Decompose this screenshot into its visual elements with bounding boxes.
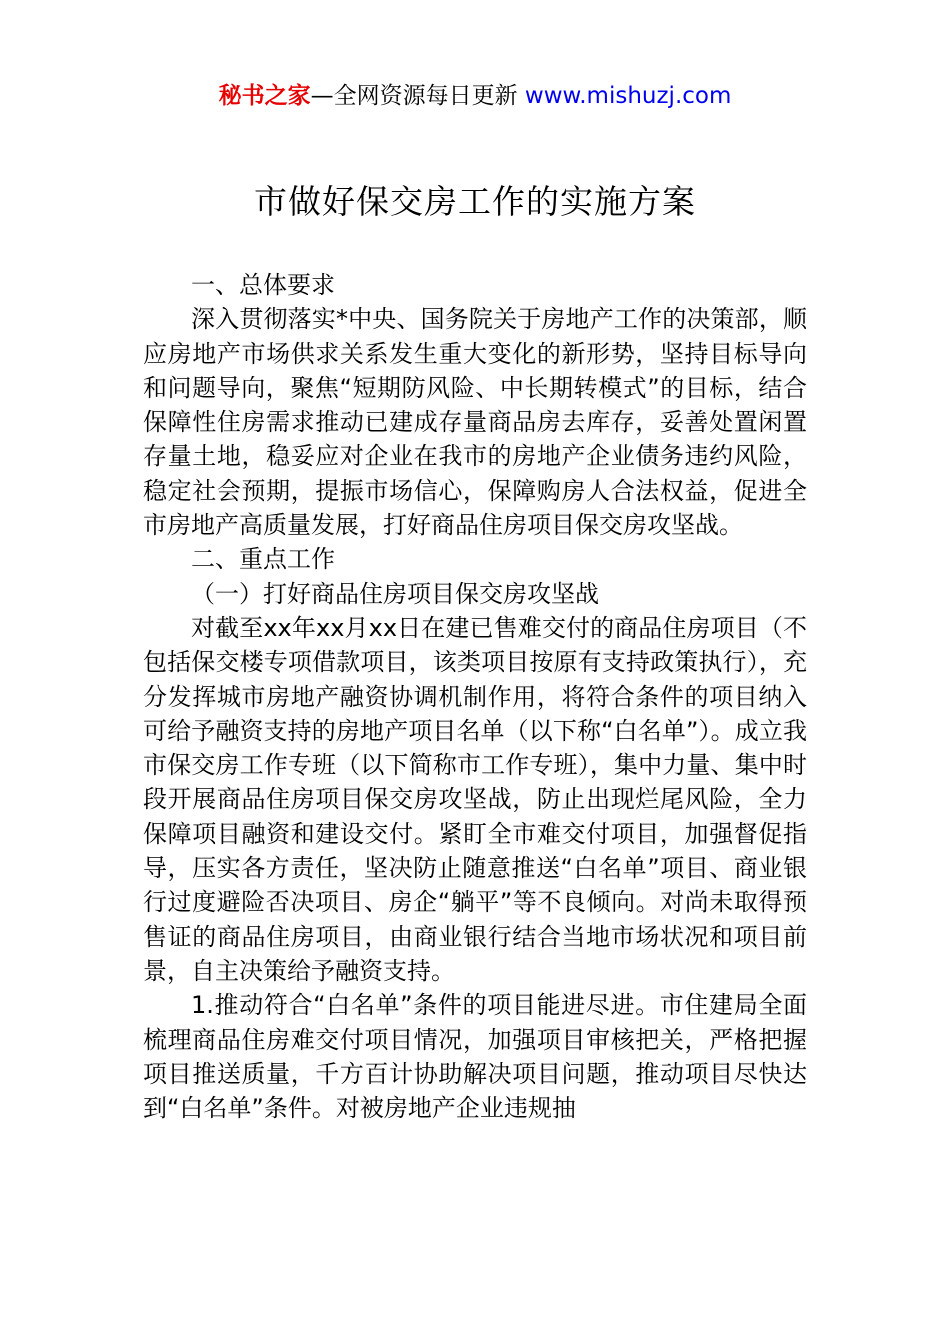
site-brand: 秘书之家	[218, 83, 311, 109]
site-header	[0, 80, 950, 112]
section-heading: 二、重点工作	[191, 545, 335, 574]
section-heading: 一、总体要求	[191, 271, 335, 299]
body-paragraph: 对截至xx年xx月xx日在建已售难交付的商品住房项目（不包括保交楼专项借款项目，该类项目按原有支持政策执行），充分发挥城市房地产融资协调机制作用，将符合条件的项目纳入可给予融资支持的房地产项目名单（以下称“白名单”）。成立我市保交房工作专班（以下简称市工作专班），集中力量、集中时段开展商品住房项目保交房攻坚战，防止出现烂尾风险，全力保障项目融资和建设交付。紧盯全市难交付项目，加强督促指导，压实各方责任，坚决防止随意推送“白名单”项目、商业银行过度避险否决项目、房企“躺平”等不良倾向。对尚未取得预售证的商品住房项目，由商业银行结合当地市场状况和项目前景，自主决策给予融资支持。	[143, 613, 807, 985]
body-paragraph: 1.推动符合“白名单”条件的项目能进尽进。市住建局全面梳理商品住房难交付项目情况，加强项目审核把关，严格把握项目推送质量，千方百计协助解决项目问题，推动项目尽快达到“白名单”条件。对被房地产企业违规抽	[143, 991, 807, 1123]
document-title: 市做好保交房工作的实施方案	[254, 182, 696, 221]
subsection-heading: （一）打好商品住房项目保交房攻坚战	[191, 579, 599, 608]
site-url-link[interactable]: www.mishuzj.com	[524, 83, 732, 109]
document-body	[143, 268, 807, 1125]
site-tagline: —全网资源每日更新	[310, 83, 518, 109]
body-paragraph: 深入贯彻落实*中央、国务院关于房地产工作的决策部，顺应房地产市场供求关系发生重大变化的新形势，坚持目标导向和问题导向，聚焦“短期防风险、中长期转模式”的目标，结合保障性住房需求推动已建成存量商品房去库存，妥善处置闲置存量土地，稳妥应对企业在我市的房地产企业债务违约风险，稳定社会预期，提振市场信心，保障购房人合法权益，促进全市房地产高质量发展，打好商品住房项目保交房攻坚战。	[143, 305, 807, 540]
